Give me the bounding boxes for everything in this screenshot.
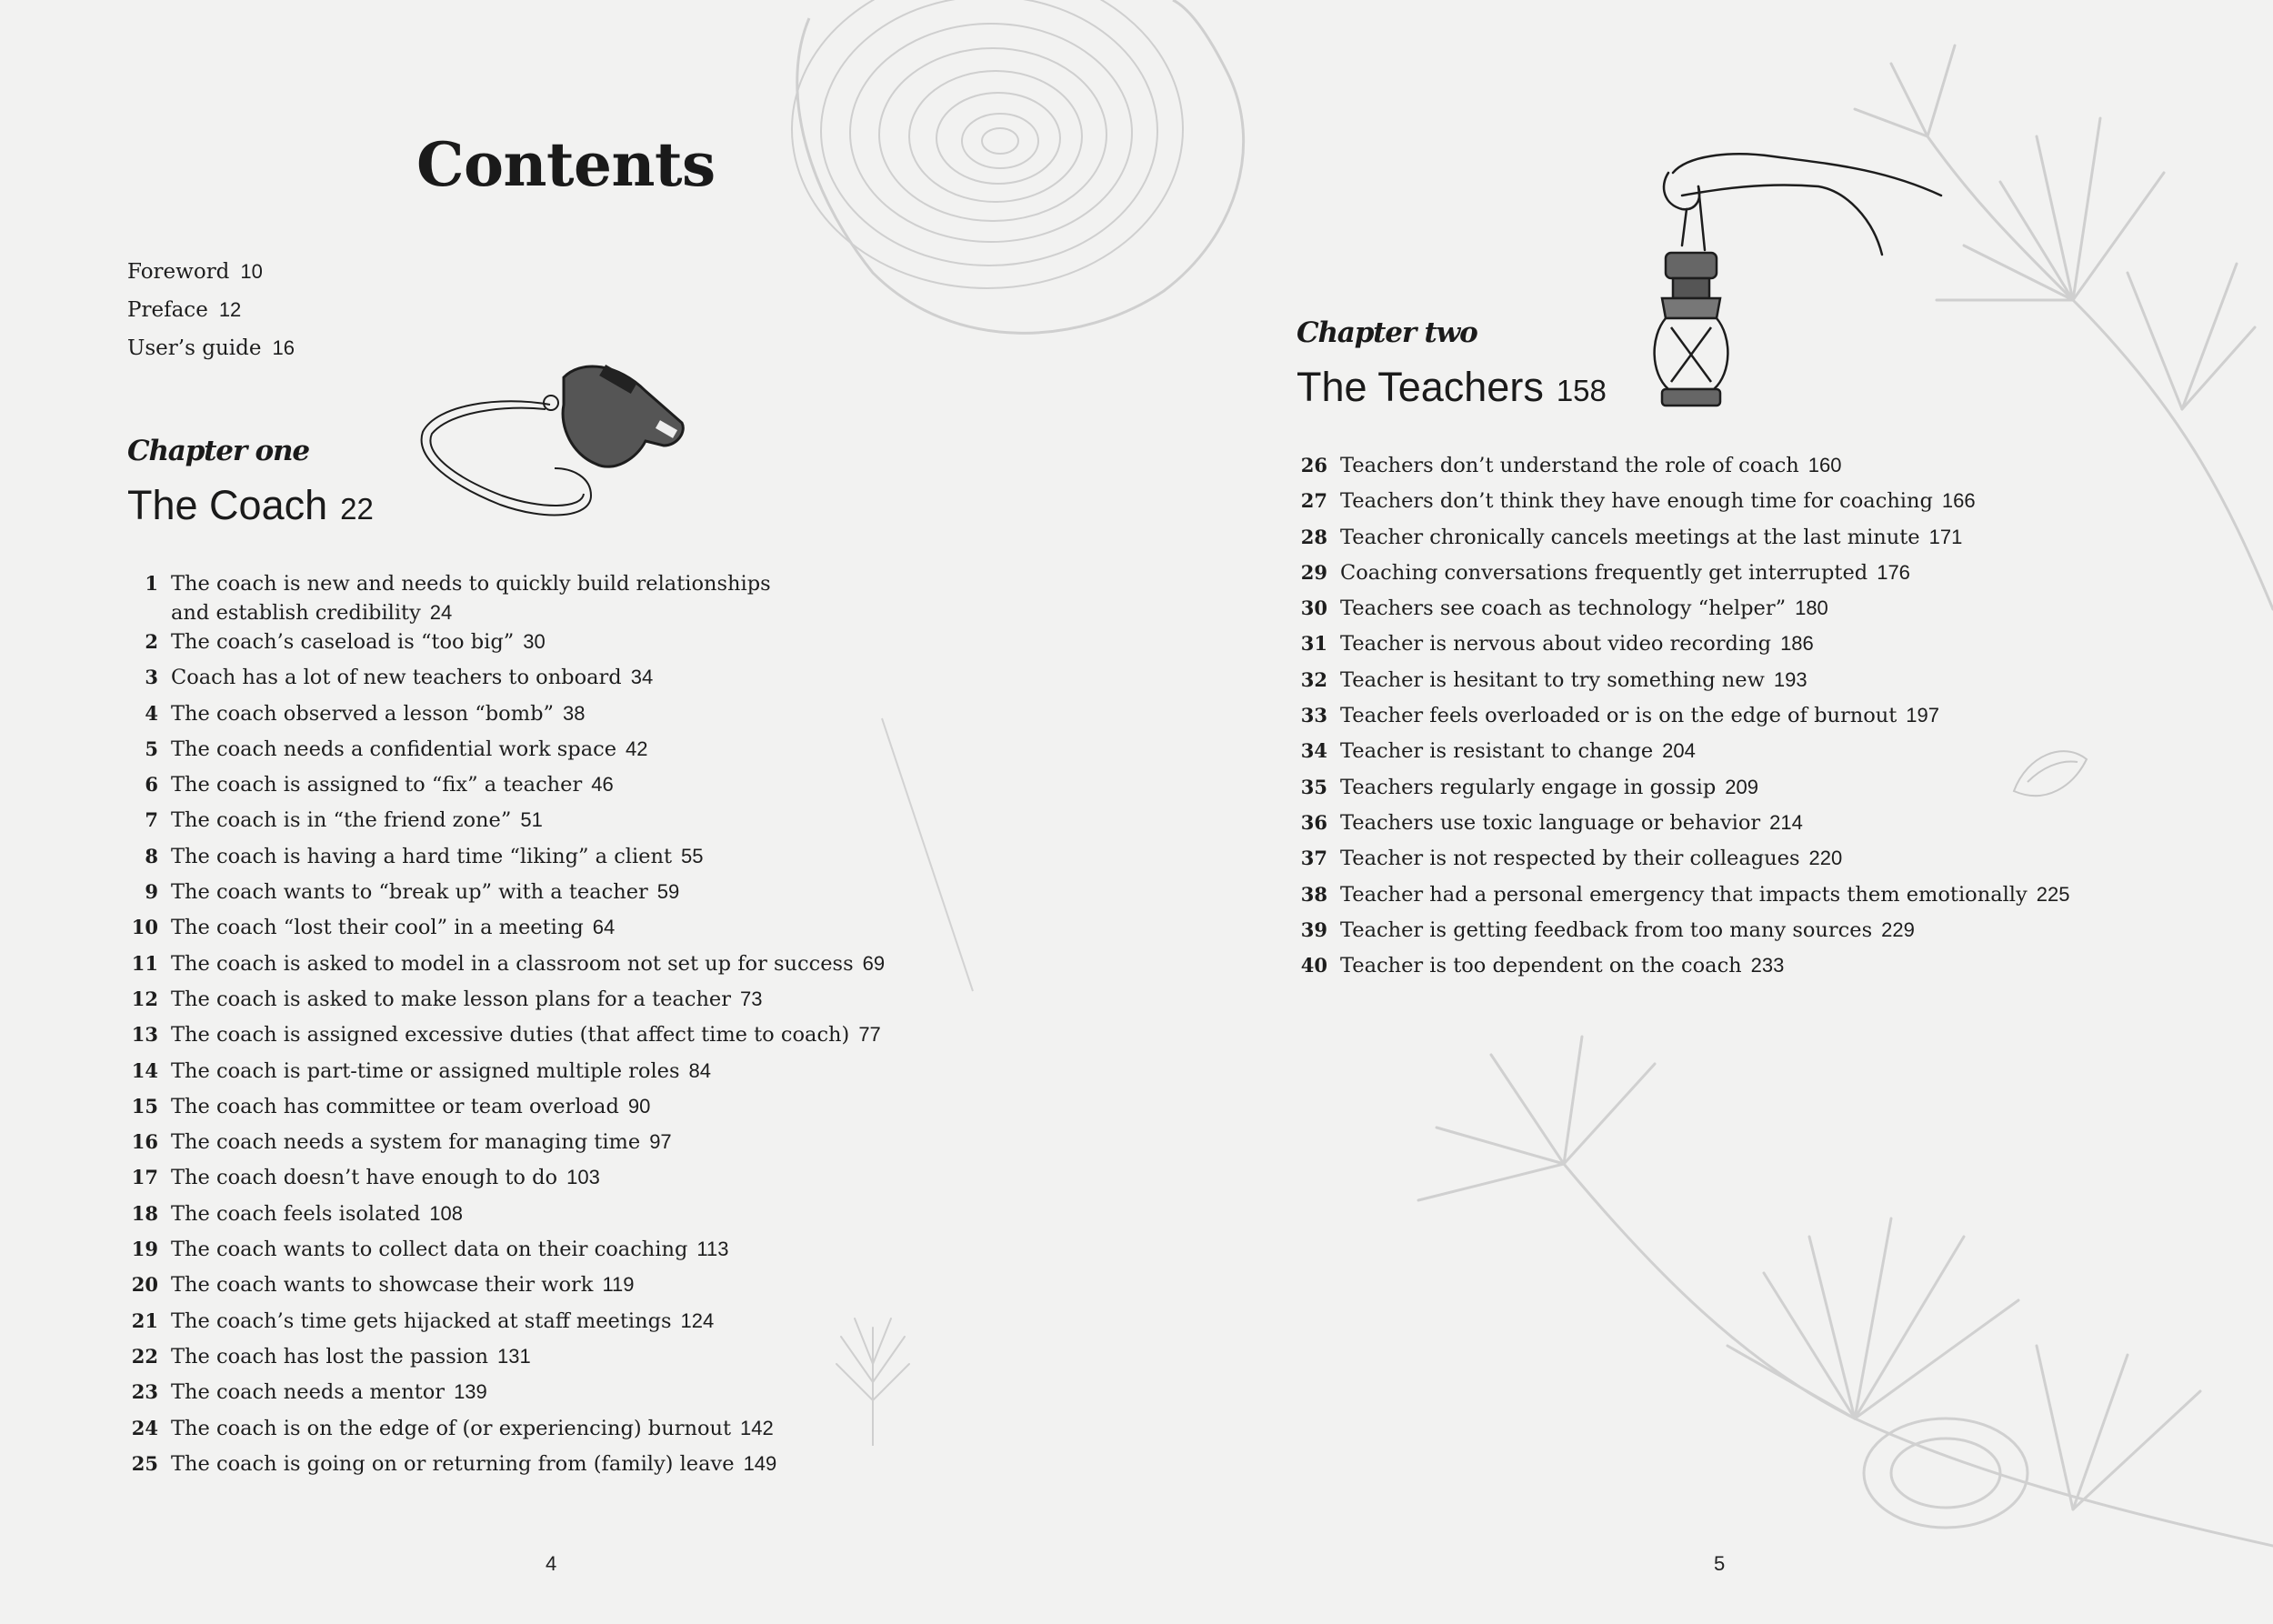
toc-entry[interactable] — [127, 699, 1036, 735]
toc-number: 32 — [1300, 667, 1327, 691]
toc-text: Teacher had a personal emergency that impacts them emotionally — [1340, 882, 2028, 907]
toc-entry[interactable] — [127, 842, 1036, 877]
toc-page: 30 — [523, 630, 546, 653]
toc-text: Teacher is resistant to change — [1340, 739, 1654, 764]
toc-entry[interactable] — [127, 1307, 1036, 1342]
chapter-page-number: 22 — [340, 492, 374, 526]
toc-entry[interactable] — [127, 1020, 1036, 1056]
toc-entry[interactable] — [127, 1414, 1036, 1449]
toc-number: 5 — [145, 737, 158, 760]
whistle-icon — [418, 359, 691, 523]
toc-entry[interactable] — [127, 1378, 1036, 1413]
toc-page: 59 — [656, 880, 680, 904]
toc-page: 55 — [681, 844, 704, 867]
toc-page: 233 — [1750, 954, 1785, 977]
toc-entry[interactable] — [1297, 951, 2260, 987]
page-number-left: 4 — [546, 1552, 557, 1575]
toc-entry[interactable] — [127, 877, 1036, 913]
toc-entry[interactable] — [127, 1092, 1036, 1128]
toc-entry[interactable] — [127, 735, 1036, 770]
toc-page: 90 — [627, 1094, 651, 1118]
toc-entry[interactable] — [1297, 773, 2260, 808]
toc-page: 193 — [1773, 667, 1807, 691]
toc-number: 35 — [1300, 775, 1327, 798]
toc-entry[interactable] — [127, 985, 1036, 1020]
toc-entry[interactable] — [127, 1163, 1036, 1198]
toc-page: 77 — [858, 1023, 881, 1047]
toc-text: The coach is asked to model in a classroom not set up for success — [171, 951, 854, 976]
toc-number: 24 — [131, 1416, 158, 1439]
toc-number: 16 — [131, 1130, 158, 1154]
toc-text: The coach “lost their cool” in a meeting — [171, 916, 584, 940]
toc-page: 124 — [680, 1308, 715, 1332]
toc-number: 6 — [145, 773, 158, 797]
toc-entry[interactable] — [127, 949, 1036, 985]
toc-page: 97 — [649, 1130, 672, 1154]
toc-page: 166 — [1941, 489, 1976, 513]
chapter-one-kicker: Chapter one — [127, 435, 309, 467]
toc-entry[interactable] — [1297, 594, 2260, 629]
toc-text: Teacher chronically cancels meetings at the last minute — [1340, 525, 1920, 549]
front-matter-item[interactable] — [127, 253, 295, 291]
toc-page: 119 — [602, 1273, 635, 1297]
toc-text: The coach is part-time or assigned multiple roles — [171, 1058, 680, 1083]
toc-text: The coach is new and needs to quickly build relationships and establish credibility — [171, 572, 771, 625]
toc-entry[interactable] — [127, 806, 1036, 841]
toc-text: Teacher is getting feedback from too many sources — [1340, 917, 1873, 942]
toc-text: The coach is assigned to “fix” a teacher — [171, 773, 583, 797]
toc-entry[interactable] — [127, 627, 1036, 663]
toc-text: The coach has committee or team overload — [171, 1094, 619, 1118]
toc-number: 7 — [145, 808, 158, 832]
toc-text: Teachers use toxic language or behavior — [1340, 810, 1761, 835]
toc-text: Teacher feels overloaded or is on the edge of burnout — [1340, 704, 1898, 728]
toc-entry[interactable] — [127, 1128, 1036, 1163]
toc-number: 18 — [131, 1201, 158, 1225]
toc-entry[interactable] — [1297, 486, 2260, 522]
toc-text: The coach wants to showcase their work — [171, 1273, 594, 1298]
toc-number: 2 — [145, 630, 158, 653]
toc-page: 171 — [1928, 525, 1963, 548]
toc-text: The coach is asked to make lesson plans for a teacher — [171, 987, 732, 1011]
toc-number: 23 — [131, 1380, 158, 1404]
toc-page: 34 — [630, 666, 654, 689]
toc-text: Teacher is hesitant to try something new — [1340, 667, 1765, 692]
front-matter-page: 10 — [240, 260, 263, 283]
toc-page: 186 — [1780, 632, 1814, 656]
toc-page: 73 — [740, 987, 763, 1010]
toc-page: 149 — [743, 1451, 777, 1475]
toc-page: 131 — [497, 1344, 531, 1368]
toc-number: 4 — [145, 701, 158, 725]
toc-text: The coach is having a hard time “liking” a client — [171, 844, 673, 868]
toc-number: 11 — [131, 951, 158, 975]
toc-page: 24 — [429, 601, 453, 624]
toc-text: Coach has a lot of new teachers to onboard — [171, 666, 622, 690]
toc-entry[interactable] — [127, 569, 1036, 627]
toc-page: 46 — [591, 773, 614, 797]
toc-entry[interactable] — [1297, 523, 2260, 558]
toc-entry[interactable] — [127, 663, 1036, 698]
page-title: Contents — [416, 129, 716, 200]
toc-page: 42 — [626, 737, 648, 760]
toc-number: 13 — [131, 1023, 158, 1047]
toc-text: The coach has lost the passion — [171, 1344, 489, 1368]
toc-page: 103 — [566, 1166, 600, 1189]
front-matter-label: User’s guide — [127, 336, 262, 360]
toc-page: 229 — [1881, 917, 1915, 941]
toc-entry[interactable] — [127, 913, 1036, 948]
toc-number: 31 — [1300, 632, 1327, 656]
toc-entry[interactable] — [1297, 666, 2260, 701]
toc-number: 8 — [145, 844, 158, 867]
toc-number: 30 — [1300, 596, 1327, 620]
toc-number: 33 — [1300, 704, 1327, 727]
toc-number: 25 — [131, 1451, 158, 1475]
toc-number: 10 — [131, 916, 158, 939]
toc-text: The coach needs a confidential work space — [171, 737, 617, 761]
toc-number: 3 — [145, 666, 158, 689]
toc-text: Teacher is not respected by their colleagues — [1340, 847, 1800, 871]
toc-text: The coach is on the edge of (or experiencing) burnout — [171, 1416, 732, 1440]
toc-text: Teachers see coach as technology “helper” — [1340, 596, 1787, 621]
chapter-page-number: 158 — [1556, 374, 1607, 407]
page-number-right: 5 — [1714, 1552, 1726, 1575]
toc-page: 160 — [1807, 454, 1842, 476]
toc-entry[interactable] — [1297, 451, 2260, 486]
toc-number: 1 — [145, 572, 158, 595]
toc-text: The coach needs a mentor — [171, 1380, 446, 1405]
toc-page: 214 — [1769, 810, 1803, 834]
toc-number: 15 — [131, 1094, 158, 1118]
toc-page: 197 — [1906, 704, 1940, 727]
front-matter-label: Preface — [127, 298, 208, 322]
toc-text: The coach observed a lesson “bomb” — [171, 701, 554, 726]
chapter-title-text: The Teachers — [1297, 364, 1544, 410]
chapter-title-text: The Coach — [127, 482, 328, 528]
toc-number: 40 — [1300, 954, 1327, 977]
toc-entry[interactable] — [127, 1057, 1036, 1092]
toc-entry[interactable] — [127, 1270, 1036, 1306]
chapter-two-heading[interactable] — [1297, 364, 1607, 411]
front-matter-page: 16 — [272, 336, 295, 359]
toc-entry[interactable] — [1297, 808, 2260, 844]
toc-number: 20 — [131, 1273, 158, 1297]
toc-number: 21 — [131, 1308, 158, 1332]
toc-entry[interactable] — [127, 1235, 1036, 1270]
toc-page: 180 — [1795, 596, 1828, 620]
chapter-two-kicker: Chapter two — [1297, 316, 1477, 349]
toc-text: Coaching conversations frequently get interrupted — [1340, 560, 1868, 585]
toc-entry[interactable] — [1297, 701, 2260, 737]
toc-entry[interactable] — [1297, 916, 2260, 951]
toc-text: The coach feels isolated — [171, 1201, 421, 1226]
toc-number: 12 — [131, 987, 158, 1010]
toc-page: 38 — [562, 701, 586, 725]
toc-number: 39 — [1300, 917, 1327, 941]
toc-page: 225 — [2036, 882, 2070, 906]
toc-page: 204 — [1662, 739, 1696, 763]
toc-text: The coach wants to “break up” with a teacher — [171, 880, 648, 905]
toc-text: The coach is assigned excessive duties (that affect time to coach) — [171, 1023, 850, 1048]
front-matter-label: Foreword — [127, 260, 230, 284]
toc-text: Teachers regularly engage in gossip — [1340, 775, 1717, 799]
toc-text: The coach is going on or returning from (family) leave — [171, 1451, 735, 1476]
toc-text: Teachers don’t understand the role of coach — [1340, 454, 1799, 477]
toc-page: 139 — [454, 1380, 487, 1404]
toc-entry[interactable] — [1297, 737, 2260, 772]
toc-page: 142 — [740, 1416, 774, 1439]
toc-text: The coach’s caseload is “too big” — [171, 630, 515, 654]
chapter-two-toc — [1297, 451, 2260, 987]
toc-page: 108 — [429, 1201, 464, 1225]
toc-number: 27 — [1300, 489, 1327, 513]
toc-number: 28 — [1300, 525, 1327, 548]
toc-entry[interactable] — [1297, 629, 2260, 665]
toc-text: Teacher is too dependent on the coach — [1340, 954, 1742, 978]
toc-number: 9 — [145, 880, 158, 904]
toc-page: 51 — [520, 808, 543, 832]
toc-text: The coach wants to collect data on their coaching — [171, 1238, 688, 1262]
toc-number: 37 — [1300, 847, 1327, 870]
toc-entry[interactable] — [127, 1449, 1036, 1485]
toc-page: 113 — [696, 1238, 729, 1261]
toc-text: The coach doesn’t have enough to do — [171, 1166, 558, 1190]
toc-number: 38 — [1300, 882, 1327, 906]
front-matter-item[interactable] — [127, 291, 295, 329]
toc-entry[interactable] — [127, 1199, 1036, 1235]
toc-number: 19 — [131, 1238, 158, 1261]
right-page — [1136, 0, 2273, 1624]
toc-text: Teacher is nervous about video recording — [1340, 632, 1772, 657]
toc-text: The coach needs a system for managing time — [171, 1130, 641, 1155]
front-matter-list — [127, 253, 295, 367]
toc-page: 220 — [1808, 847, 1843, 870]
front-matter-page: 12 — [218, 298, 242, 321]
toc-page: 209 — [1725, 775, 1758, 798]
toc-entry[interactable] — [1297, 558, 2260, 594]
left-page — [0, 0, 1136, 1624]
toc-page: 176 — [1877, 560, 1910, 584]
chapter-one-heading[interactable] — [127, 482, 374, 529]
toc-text: Teachers don’t think they have enough time for coaching — [1340, 489, 1933, 514]
toc-number: 36 — [1300, 810, 1327, 834]
chapter-one-toc — [127, 569, 1036, 1485]
toc-number: 26 — [1300, 454, 1327, 476]
toc-page: 84 — [688, 1058, 712, 1082]
toc-number: 34 — [1300, 739, 1327, 763]
toc-page: 64 — [592, 916, 616, 939]
front-matter-item[interactable] — [127, 329, 295, 367]
toc-entry[interactable] — [1297, 880, 2260, 916]
lantern-icon — [1646, 145, 1946, 409]
toc-text: The coach’s time gets hijacked at staff meetings — [171, 1308, 672, 1333]
toc-number: 29 — [1300, 560, 1327, 584]
toc-number: 17 — [131, 1166, 158, 1189]
toc-page: 69 — [862, 951, 886, 975]
toc-entry[interactable] — [127, 1342, 1036, 1378]
toc-text: The coach is in “the friend zone” — [171, 808, 512, 833]
toc-number: 22 — [131, 1344, 158, 1368]
toc-number: 14 — [131, 1058, 158, 1082]
toc-entry[interactable] — [1297, 844, 2260, 879]
toc-entry[interactable] — [127, 770, 1036, 806]
